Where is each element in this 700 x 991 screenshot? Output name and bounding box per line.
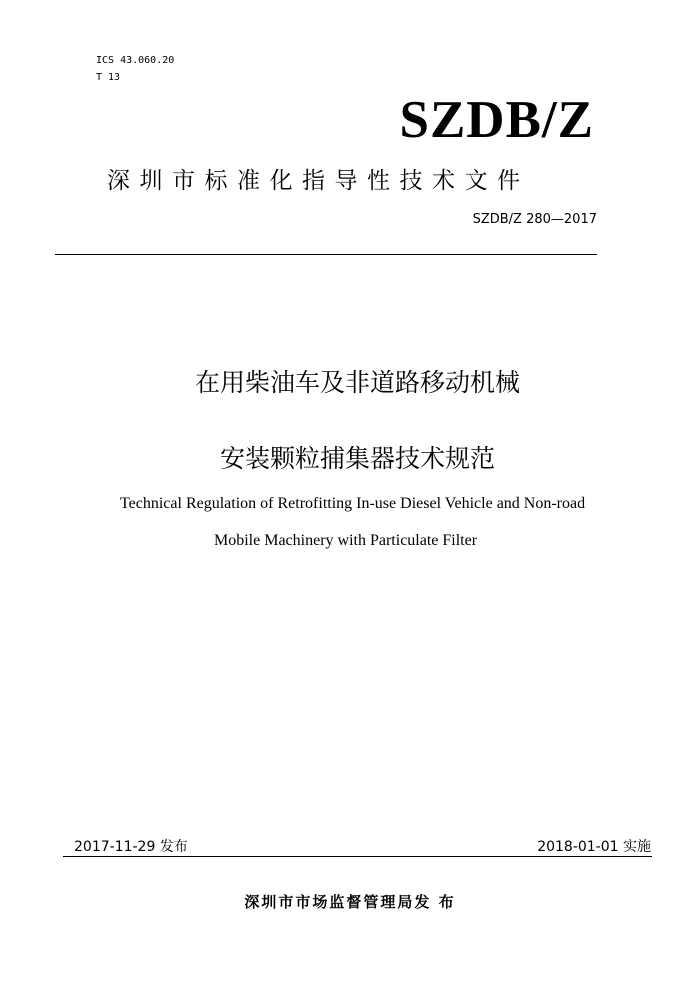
issue-date: 2017-11-29 发布 — [74, 839, 188, 855]
ccs-code: T 13 — [96, 72, 121, 83]
document-type: 深圳市标准化指导性技术文件 — [107, 168, 530, 194]
ics-code: ICS 43.060.20 — [96, 55, 175, 66]
document-number: SZDB/Z 280—2017 — [472, 212, 597, 227]
bottom-divider — [63, 856, 652, 857]
standard-brand: SZDB/Z — [399, 91, 594, 149]
title-chinese-line-1: 在用柴油车及非道路移动机械 — [194, 368, 520, 397]
publisher: 深圳市市场监督管理局发 布 — [244, 893, 456, 911]
top-divider — [55, 254, 597, 255]
effective-date: 2018-01-01 实施 — [537, 839, 651, 855]
title-english-line-2: Mobile Machinery with Particulate Filter — [214, 532, 478, 549]
title-english-line-1: Technical Regulation of Retrofitting In-use Diesel Vehicle and Non-road — [120, 495, 586, 512]
title-chinese-line-2: 安装颗粒捕集器技术规范 — [219, 444, 495, 473]
